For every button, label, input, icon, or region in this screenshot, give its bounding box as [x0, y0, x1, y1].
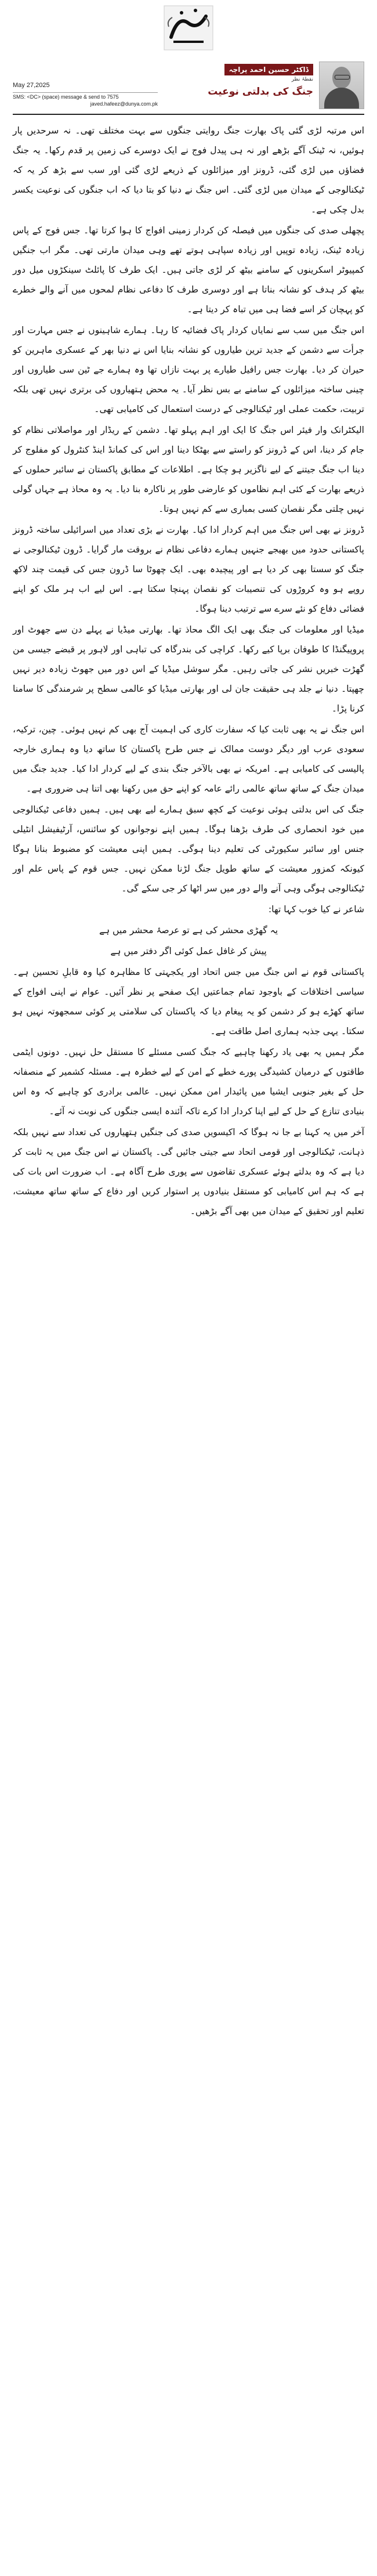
contact-line: [13, 92, 158, 100]
column-title-block: [158, 62, 319, 110]
author-name: ڈاکٹر حسین احمد پراچہ: [224, 64, 313, 75]
article-paragraph: اس جنگ نے یہ بھی ثابت کیا کہ سفارت کاری کی اہمیت آج بھی کم نہیں ہوئی۔ چین، ترکیہ، سعودی عرب اور دیگر دوست ممالک نے جس طرح پاکستان کا ساتھ دیا وہ ہماری خارجہ پالیسی کی کامیابی ہے۔ امریکہ نے بھی بالآخر جنگ بندی کے لیے کردار ادا کیا۔ جدید جنگ میں میدان جنگ کے ساتھ ساتھ عالمی رائے عامہ کو اپنے حق میں رکھنا بھی اتنا ہی ضروری ہے۔: [13, 724, 364, 794]
column-header: [13, 62, 364, 110]
article-body: [13, 121, 364, 1221]
column-meta: [13, 62, 158, 110]
email-line: [13, 100, 158, 107]
author-portrait: [319, 62, 364, 109]
author-subtitle: نقطۂ نظر: [291, 77, 313, 82]
article-paragraph: اس جنگ میں سب سے نمایاں کردار پاک فضائیہ کا رہا۔ ہمارے شاہینوں نے جس مہارت اور جرأت سے دشمن کے جدید ترین طیاروں کو نشانہ بنایا اس نے دنیا بھر کے عسکری ماہرین کو حیران کر دیا۔ بھارت جس رافیل طیارے پر بہت نازاں تھا وہ ہمارے جے ٹین سی طیاروں اور چینی ساختہ میزائلوں کے سامنے بے بس نظر آیا۔ یہ محض ہتھیاروں کی برتری نہیں تھی بلکہ تربیت، حکمت عملی اور ٹیکنالوجی کے درست استعمال کی کامیابی تھی۔: [13, 325, 364, 414]
article-paragraph: یہ گھڑی محشر کی ہے تو عرصۂ محشر میں ہے: [99, 925, 278, 935]
article-paragraph: پیش کر غافل عمل کوئی اگر دفتر میں ہے: [110, 946, 267, 956]
sms-instruction: SMS: <DC> (space) message & send to 7575: [13, 94, 119, 100]
column-title: جنگ کی بدلتی نوعیت: [208, 86, 313, 97]
article-paragraph: شاعر نے کیا خوب کہا تھا:: [268, 904, 364, 915]
article-paragraph: جنگ کی اس بدلتی ہوئی نوعیت کے کچھ سبق ہمارے لیے بھی ہیں۔ ہمیں دفاعی ٹیکنالوجی میں خود انحصاری کی طرف بڑھنا ہوگا۔ ہمیں اپنے نوجوانوں کو سائنس، آرٹیفیشل انٹیلی جنس اور سائبر سکیورٹی کی تعلیم دینا ہوگی۔ ہمیں اپنی معیشت کو مضبوط بنانا ہوگا کیونکہ کمزور معیشت کے ساتھ طویل جنگ لڑنا ممکن نہیں۔ جس قوم کے پاس علم اور ٹیکنالوجی ہوگی وہی آنے والے دور میں سر اٹھا کر جی سکے گی۔: [13, 804, 364, 894]
article-paragraph: الیکٹرانک وار فیئر اس جنگ کا ایک اور اہم پہلو تھا۔ دشمن کے ریڈار اور مواصلاتی نظام کو جام کر دینا، اس کے ڈرونز کو راستے سے بھٹکا دینا اور اس کی کمانڈ اینڈ کنٹرول کو مفلوج کر دینا اب جنگ جیتنے کے لیے ناگزیر ہو چکا ہے۔ اطلاعات کے مطابق پاکستان نے سائبر حملوں کے ذریعے بھارت کے کئی اہم نظاموں کو عارضی طور پر ناکارہ بنا دیا۔ یہ وہ محاذ ہے جہاں گولی نہیں چلتی مگر نقصان کسی بمباری سے کم نہیں ہوتا۔: [13, 425, 364, 514]
article-paragraph: آخر میں یہ کہنا بے جا نہ ہوگا کہ اکیسویں صدی کی جنگیں ہتھیاروں کی تعداد سے نہیں بلکہ ذہانت، ٹیکنالوجی اور قومی اتحاد سے جیتی جائیں گی۔ پاکستان نے اس جنگ میں یہ ثابت کر دیا ہے کہ وہ بدلتے ہوئے عسکری تقاضوں سے پوری طرح آگاہ ہے۔ اب ضرورت اس بات کی ہے کہ ہم اس کامیابی کو مستقل بنیادوں پر استوار کریں اور دفاع کے ساتھ ساتھ معیشت، تعلیم اور تحقیق کے میدان میں بھی آگے بڑھیں۔: [13, 1127, 364, 1216]
masthead: [13, 0, 364, 59]
dunya-newspaper-logo: [161, 3, 216, 52]
publish-date: May 27,2025: [13, 82, 50, 89]
article-paragraph: پاکستانی قوم نے اس جنگ میں جس اتحاد اور یکجہتی کا مظاہرہ کیا وہ قابلِ تحسین ہے۔ سیاسی اختلافات کے باوجود تمام جماعتیں ایک صفحے پر نظر آئیں۔ عوام نے اپنی افواج کے ساتھ کھڑے ہو کر دشمن کو یہ پیغام دیا کہ پاکستان کی سلامتی پر کوئی سمجھوتہ نہیں ہو سکتا۔ یہی جذبہ ہماری اصل طاقت ہے۔: [13, 967, 364, 1036]
header-divider: [13, 114, 364, 115]
article-paragraph: میڈیا اور معلومات کی جنگ بھی ایک الگ محاذ تھا۔ بھارتی میڈیا نے پہلے دن سے جھوٹ اور پروپیگنڈا کا طوفان برپا کیے رکھا۔ کراچی کی بندرگاہ کی تباہی اور لاہور پر قبضے جیسی من گھڑت خبریں نشر کی جاتی رہیں۔ مگر سوشل میڈیا کے اس دور میں جھوٹ زیادہ دیر نہیں چھپتا۔ دنیا نے جلد ہی حقیقت جان لی اور بھارتی میڈیا کو عالمی سطح پر شرمندگی کا سامنا کرنا پڑا۔: [13, 624, 364, 714]
article-paragraph: مگر ہمیں یہ بھی یاد رکھنا چاہیے کہ جنگ کسی مسئلے کا مستقل حل نہیں۔ دونوں ایٹمی طاقتوں کے درمیان کشیدگی پورے خطے کے امن کے لیے خطرہ ہے۔ مسئلہ کشمیر کے منصفانہ حل کے بغیر جنوبی ایشیا میں پائیدار امن ممکن نہیں۔ عالمی برادری کو چاہیے کہ وہ اس بنیادی تنازع کے حل کے لیے اپنا کردار ادا کرے تاکہ آئندہ ایسی جنگوں کی نوبت نہ آئے۔: [13, 1047, 364, 1117]
article-paragraph: اس مرتبہ لڑی گئی پاک بھارت جنگ روایتی جنگوں سے بہت مختلف تھی۔ نہ سرحدیں پار ہوئیں، نہ ٹینک آگے بڑھے اور نہ ہی پیدل فوج نے ایک دوسرے کی زمین پر قدم رکھا۔ یہ جنگ فضاؤں میں لڑی گئی، ڈرونز اور میزائلوں کے ذریعے لڑی گئی اور سب سے بڑھ کر یہ کہ ٹیکنالوجی کے میدان میں لڑی گئی۔ اس جنگ نے دنیا کو بتا دیا کہ اب جنگوں کی نوعیت یکسر بدل چکی ہے۔: [13, 125, 364, 215]
article-paragraph: پچھلی صدی کی جنگوں میں فیصلہ کن کردار زمینی افواج کا ہوا کرتا تھا۔ جس فوج کے پاس زیادہ ٹینک، زیادہ توپیں اور زیادہ سپاہی ہوتے تھے وہی میدان مارتی تھی۔ مگر اب جنگیں کمپیوٹر اسکرینوں کے سامنے بیٹھ کر لڑی جاتی ہیں۔ ایک طرف کا پائلٹ سینکڑوں میل دور بیٹھ کر ہدف کو نشانہ بناتا ہے اور دوسری طرف کا دفاعی نظام لمحوں میں آنے والے خطرے کو پہچان کر اسے فضا ہی میں تباہ کر دیتا ہے۔: [13, 225, 364, 315]
article-paragraph: ڈرونز نے بھی اس جنگ میں اہم کردار ادا کیا۔ بھارت نے بڑی تعداد میں اسرائیلی ساختہ ڈرونز پاکستانی حدود میں بھیجے جنہیں ہمارے دفاعی نظام نے بروقت مار گرایا۔ ڈرون ٹیکنالوجی نے جنگ کو سستا بھی کر دیا ہے اور پیچیدہ بھی۔ ایک چھوٹا سا ڈرون جس کی قیمت چند لاکھ روپے ہو وہ کروڑوں کی تنصیبات کو نقصان پہنچا سکتا ہے۔ اس لیے اب ہر ملک کو اپنے فضائی دفاع کو نئے سرے سے ترتیب دینا ہوگا۔: [13, 525, 364, 614]
author-email[interactable]: javed.hafeez@dunya.com.pk: [90, 101, 158, 107]
